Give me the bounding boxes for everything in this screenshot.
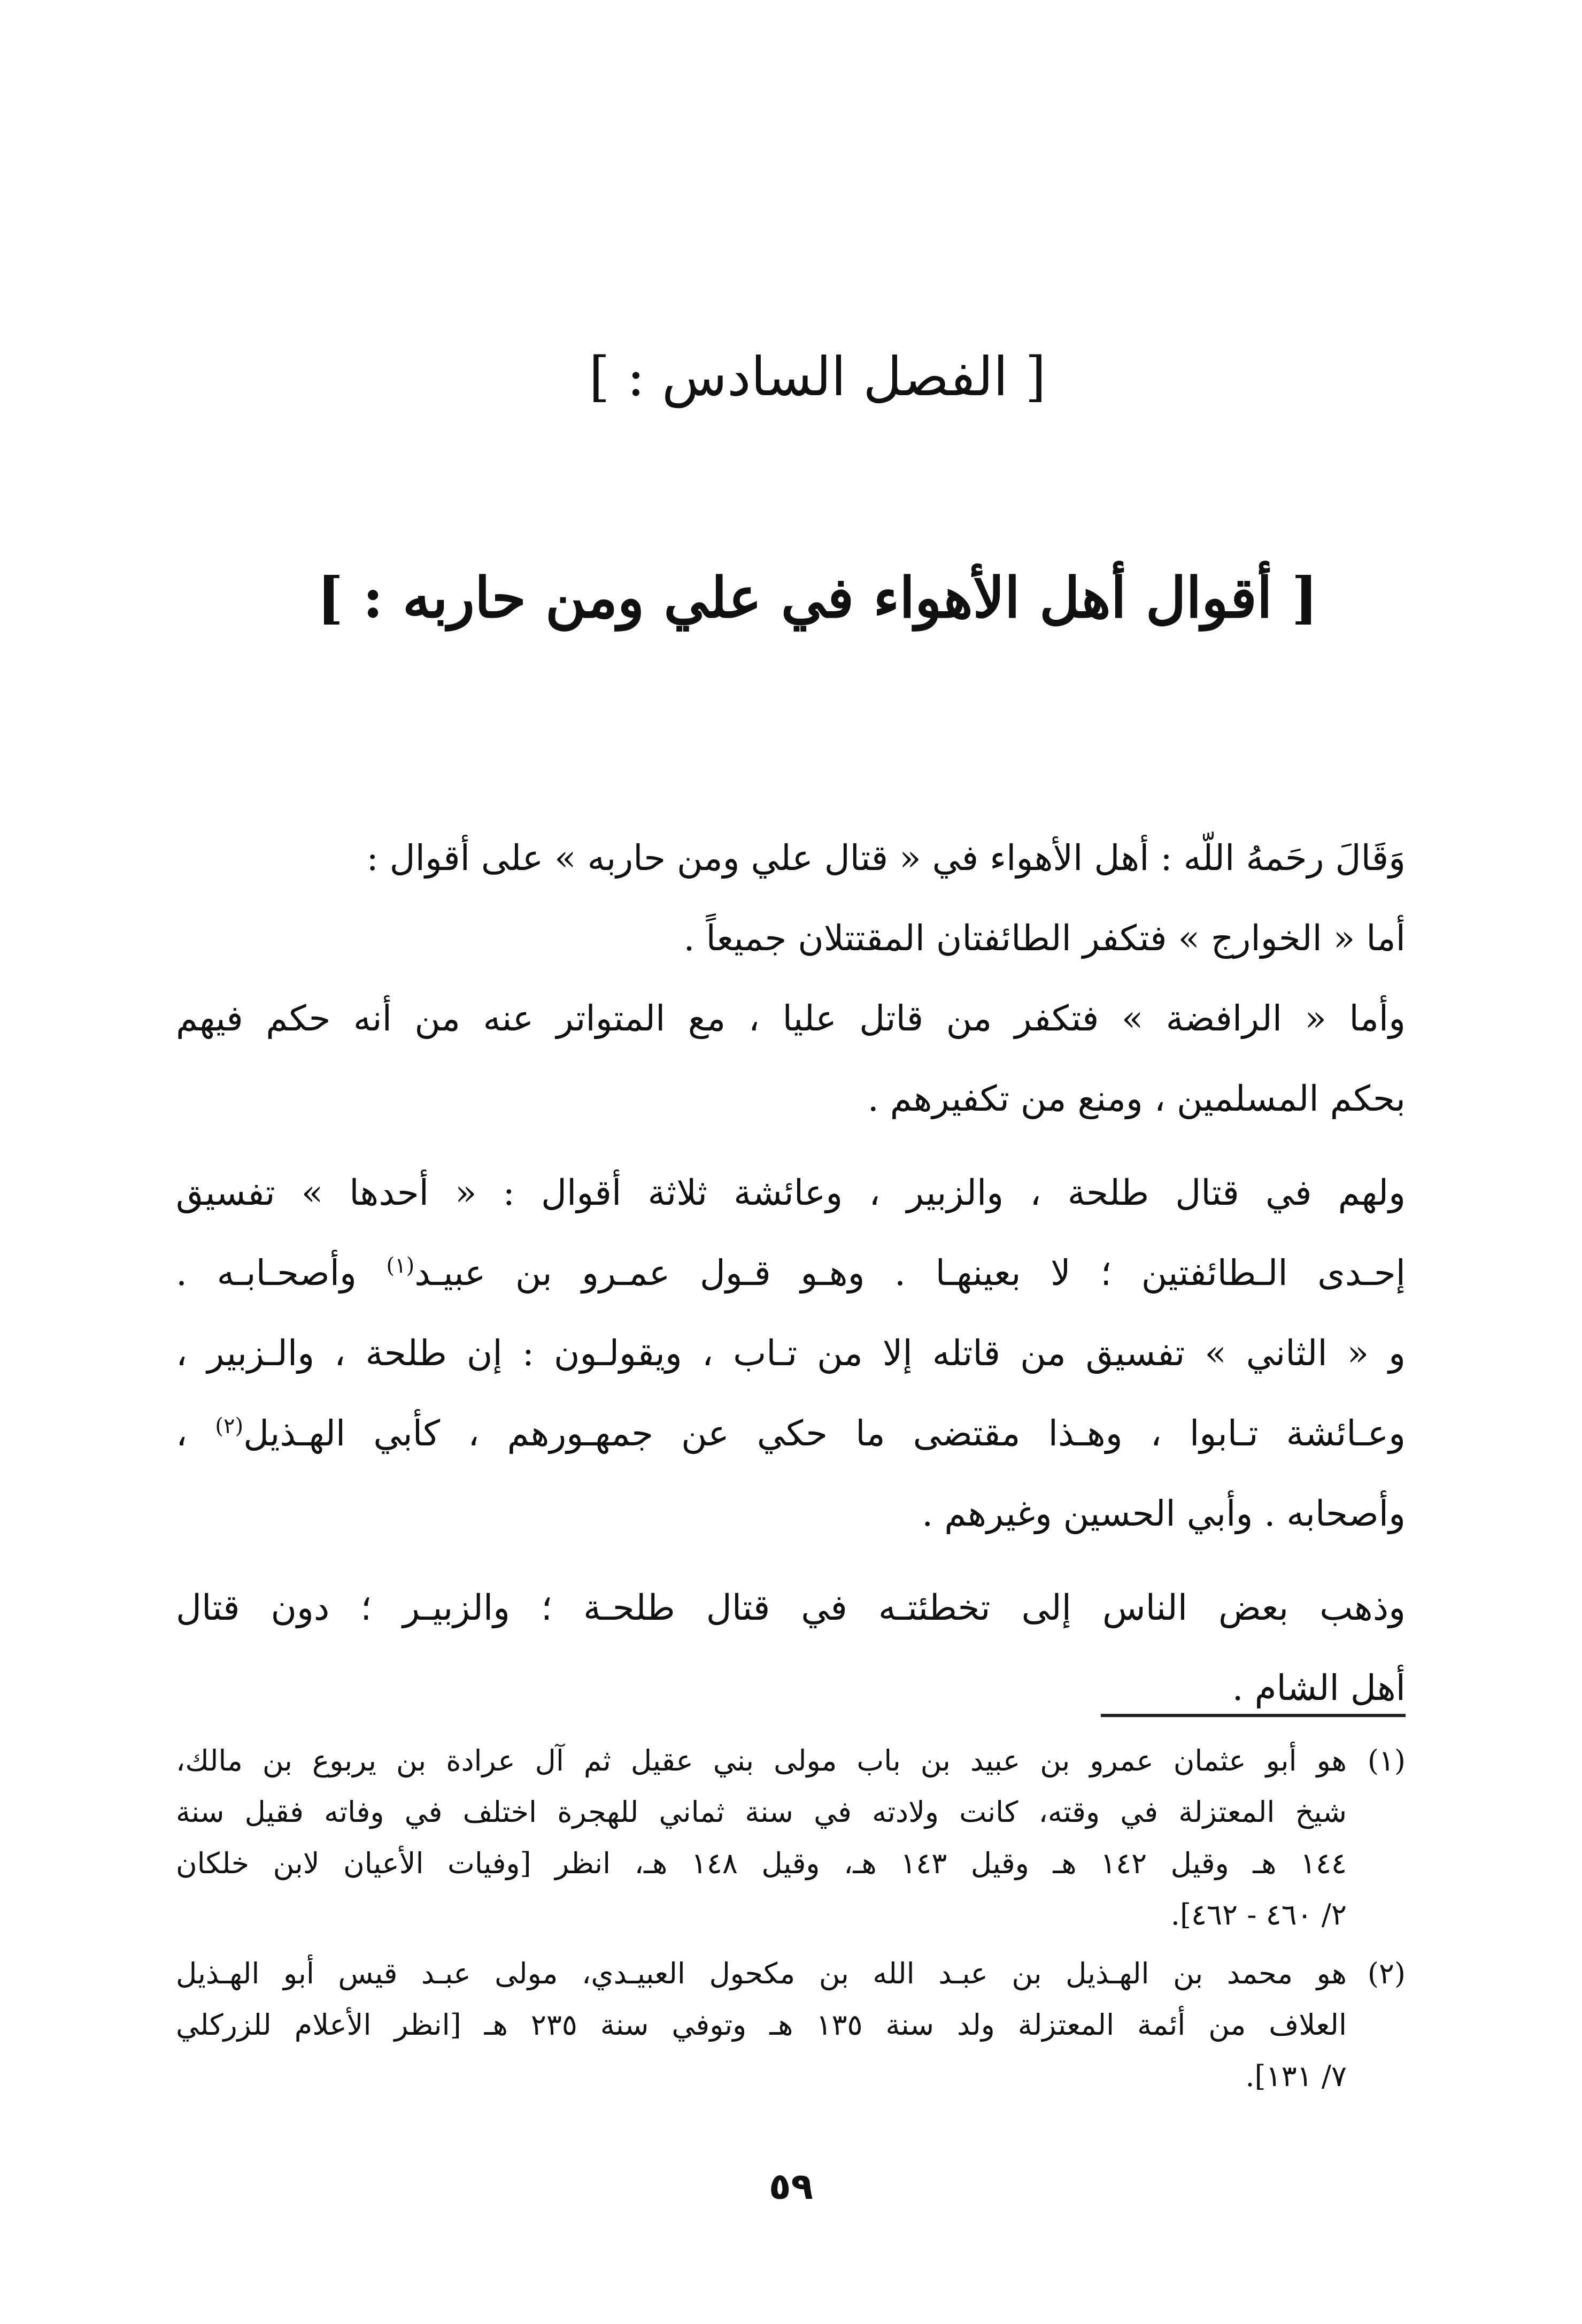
footnote-line: هو أبو عثمان عمرو بن عبيد بن باب مولى بني عقيل ثم آل عرادة بن يربوع بن مالك، (176, 1744, 1347, 1777)
footnote-line: شيخ المعتزلة في وقته، كانت ولادته في سنة ثماني للهجرة اختلف في وفاته فقيل سنة (176, 1795, 1347, 1829)
footnote-2 (176, 1948, 1406, 2102)
footnote-line: ٧/ ١٣١]. (1245, 2059, 1347, 2093)
body-text (176, 818, 1406, 1728)
footnote-number: (١) (1367, 1744, 1406, 1777)
paragraph (176, 1568, 1406, 1728)
footnote-reference-2[interactable]: (٢) (215, 1414, 244, 1438)
text-line: وأصحابه . وأبي الحسين وغيرهم . (922, 1493, 1406, 1534)
text-line: أما « الخوارج » فتكفر الطائفتان المقتتلان جميعاً . (683, 918, 1406, 959)
text-line (176, 1394, 1406, 1474)
text-segment: إحـدى الـطائفتين ؛ لا بعينهـا . وهـو قـول عمـرو بن عبيـد (414, 1252, 1406, 1294)
paragraph (176, 818, 1406, 898)
footnote-1 (176, 1735, 1406, 1941)
text-line: ولهم في قتال طلحة ، والزبير ، وعائشة ثلاثة أقوال : « أحدها » تفسيق (176, 1172, 1406, 1213)
text-line: وَقَالَ رحَمهُ اللّه : أهل الأهواء في « قتال علي ومن حاربه » على أقوال : (366, 837, 1406, 879)
text-segment: ، (176, 1413, 215, 1454)
footnote-line: العلاف من أئمة المعتزلة ولد سنة ١٣٥ هـ وتوفي سنة ٢٣٥ هـ [انظر الأعلام للزركلي (176, 2008, 1347, 2042)
footnotes (176, 1735, 1406, 2110)
paragraph (176, 979, 1406, 1139)
footnote-line: ١٤٤ هـ وقيل ١٤٢ هـ وقيل ١٤٣ هـ، وقيل ١٤٨ هـ، انظر [وفيات الأعيان لابن خلكان (176, 1846, 1347, 1880)
paragraph (176, 1153, 1406, 1554)
paragraph (176, 898, 1406, 979)
text-line: و « الثاني » تفسيق من قاتله إلا من تـاب ، ويقولـون : إن طلحة ، والـزبير ، (176, 1333, 1406, 1374)
footnote-line: هو محمد بن الهـذيل بن عبـد الله بن مكحول العبيـدي، مولى عبـد قيس أبو الهـذيل (176, 1957, 1347, 1990)
footnote-number: (٢) (1367, 1957, 1406, 1990)
text-segment: وأصحـابـه . (176, 1252, 387, 1294)
text-segment: وعـائشة تـابوا ، وهـذا مقتضى ما حكي عن جمهـورهم ، كأبي الهـذيل (243, 1413, 1406, 1454)
page-number: ٥٩ (768, 2166, 813, 2208)
text-line (176, 1233, 1406, 1313)
text-line: وأما « الرافضة » فتكفر من قاتل عليا ، مع المتواتر عنه من أنه حكم فيهم (176, 998, 1406, 1039)
section-heading: [ أقوال أهل الأهواء في علي ومن حاربه : ] (317, 565, 1318, 630)
text-line: أهل الشام . (1232, 1667, 1406, 1709)
chapter-heading: [ الفصل السادس : ] (589, 345, 1046, 408)
text-line: وذهب بعض الناس إلى تخطئتـه في قتال طلحـة ؛ والزبيـر ؛ دون قتال (176, 1587, 1406, 1628)
footnote-reference-1[interactable]: (١) (386, 1253, 415, 1278)
footnote-divider (1101, 1714, 1406, 1717)
footnote-line: ٢/ ٤٦٠ - ٤٦٢]. (1170, 1898, 1347, 1931)
text-line: بحكم المسلمين ، ومنع من تكفيرهم . (867, 1078, 1406, 1119)
